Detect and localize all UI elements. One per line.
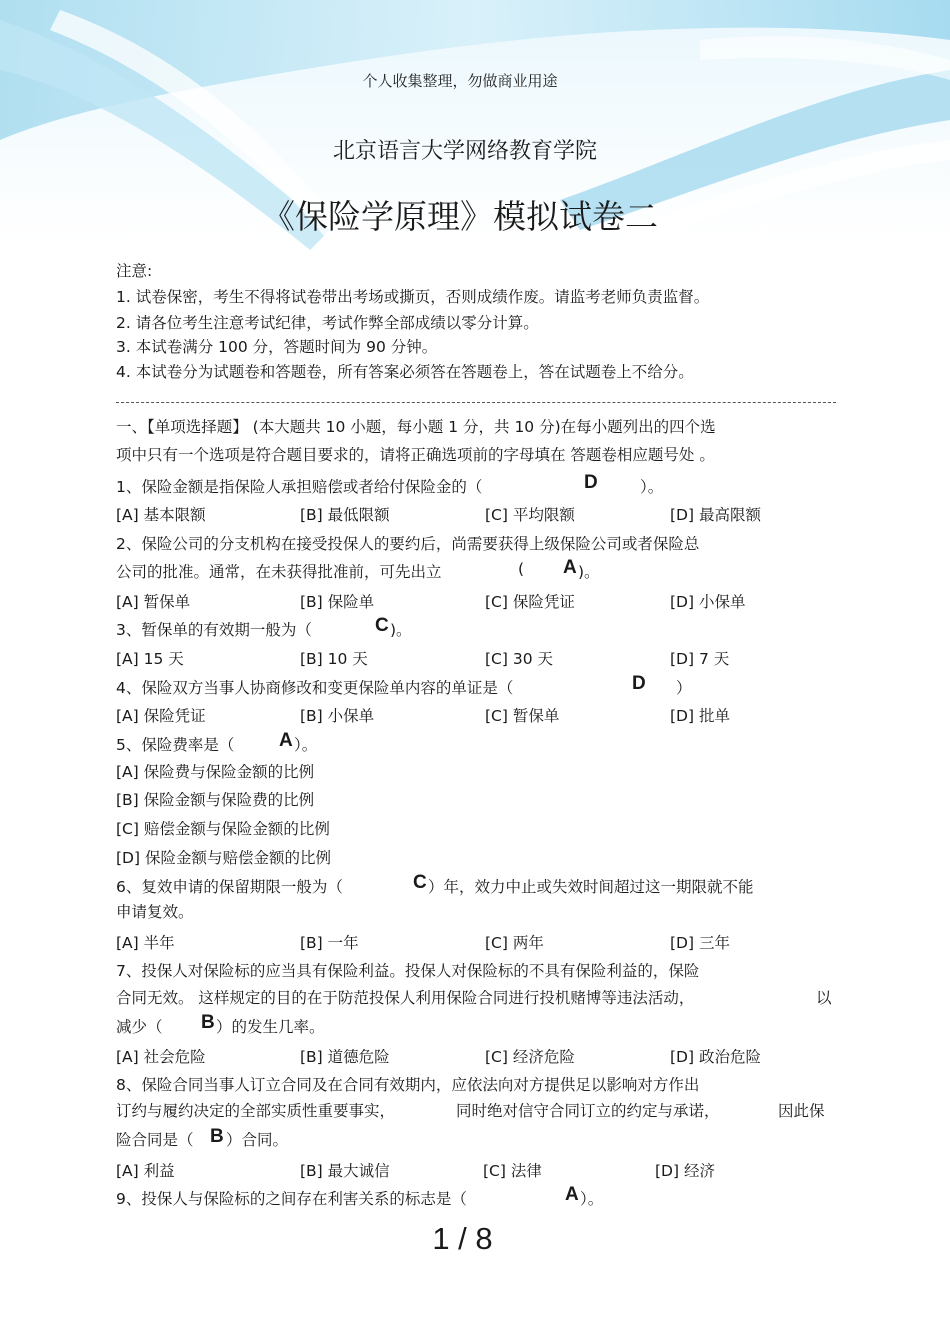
option-c: [C] 法律 [483,1162,542,1180]
section-instruction: 项中只有一个选项是符合题目要求的，请将正确选项前的字母填在 答题卷相应题号处 。 [116,446,715,464]
question-stem: 5、保险费率是（ [116,736,235,754]
option-c: [C] 30 天 [485,650,553,668]
option-a: [A] 半年 [116,934,175,952]
question-stem: 申请复效。 [116,903,194,921]
question-stem-end: ）。 [580,1190,604,1208]
exam-title: 《保险学原理》模拟试卷二 [262,197,658,236]
question-stem-end: ） [676,679,692,697]
answer-letter: D [632,673,646,694]
question-stem: 2、保险公司的分支机构在接受投保人的要约后，尚需要获得上级保险公司或者保险总 [116,535,700,553]
notice-item: 2. 请各位考生注意考试纪律，考试作弊全部成绩以零分计算。 [116,314,539,332]
option-c: [C] 两年 [485,934,544,952]
option-a: [A] 15 天 [116,650,184,668]
question-stem: 公司的批准。通常，在未获得批准前，可先出立 [116,563,442,581]
answer-letter: C [413,872,427,893]
option-b: [B] 最低限额 [300,506,390,524]
question-stem: 9、投保人与保险标的之间存在利害关系的标志是（ [116,1190,467,1208]
option-d: [D] 最高限额 [670,506,761,524]
answer-letter: B [210,1126,224,1147]
answer-letter: A [563,557,577,578]
option-d: [D] 经济 [655,1162,715,1180]
option-c: [C] 赔偿金额与保险金额的比例 [116,820,330,838]
question-stem-end: ）合同。 [226,1131,289,1149]
notice-item: 3. 本试卷满分 100 分，答题时间为 90 分钟。 [116,338,438,356]
option-d: [D] 保险金额与赔偿金额的比例 [116,849,331,867]
option-b: [B] 保险金额与保险费的比例 [116,791,315,809]
option-a: [A] 暂保单 [116,593,191,611]
question-stem: 订约与履约决定的全部实质性重要事实， [116,1102,396,1120]
question-stem-end: )。 [578,563,600,581]
question-stem-end: ）。 [294,736,318,754]
answer-letter: A [565,1184,579,1205]
option-c: [C] 经济危险 [485,1048,575,1066]
question-stem: 6、复效申请的保留期限一般为（ [116,878,343,896]
question-stem: 合同无效。 这样规定的目的在于防范投保人利用保险合同进行投机赌博等违法活动， [116,989,695,1007]
answer-letter: D [584,472,598,493]
question-stem: 4、保险双方当事人协商修改和变更保险单内容的单证是（ [116,679,514,697]
option-a: [A] 利益 [116,1162,175,1180]
option-d: [D] 7 天 [670,650,730,668]
notice-label: 注意: [116,262,153,280]
option-a: [A] 保险费与保险金额的比例 [116,763,315,781]
option-c: [C] 暂保单 [485,707,560,725]
question-stem: 7、投保人对保险标的应当具有保险利益。投保人对保险标的不具有保险利益的，保险 [116,962,700,980]
question-stem: 8、保险合同当事人订立合同及在合同有效期内，应依法向对方提供足以影响对方作出 [116,1076,700,1094]
question-stem: 3、暂保单的有效期一般为（ [116,621,312,639]
option-b: [B] 最大诚信 [300,1162,390,1180]
question-stem-end: )。 [390,621,412,639]
question-stem-end: ）。 [640,478,664,496]
option-d: [D] 政治危险 [670,1048,761,1066]
option-b: [B] 保险单 [300,593,375,611]
option-b: [B] 小保单 [300,707,375,725]
option-b: [B] 道德危险 [300,1048,390,1066]
school-name: 北京语言大学网络教育学院 [332,139,597,164]
option-d: [D] 小保单 [670,593,746,611]
section-heading: 一、【单项选择题】 (本大题共 10 小题，每小题 1 分，共 10 分)在每小题列出的四个选 [116,418,716,436]
notice-item: 1. 试卷保密，考生不得将试卷带出考场或撕页，否则成绩作废。请监考老师负责监督。 [116,288,710,306]
option-a: [A] 社会危险 [116,1048,206,1066]
option-d: [D] 三年 [670,934,730,952]
question-stem: 同时绝对信守合同订立的约定与承诺， [456,1102,720,1120]
page-number: 1 / 8 [432,1221,493,1256]
option-c: [C] 保险凭证 [485,593,575,611]
dashed-divider [116,402,836,403]
option-b: [B] 一年 [300,934,359,952]
option-a: [A] 保险凭证 [116,707,206,725]
option-d: [D] 批单 [670,707,730,725]
question-stem: 1、保险金额是指保险人承担赔偿或者给付保险金的（ [116,478,483,496]
answer-paren: ( [518,560,525,578]
option-a: [A] 基本限额 [116,506,206,524]
notice-item: 4. 本试卷分为试题卷和答题卷，所有答案必须答在答题卷上，答在试题卷上不给分。 [116,363,694,381]
question-stem: 以 [816,989,832,1007]
answer-letter: B [201,1012,215,1033]
question-stem: 因此保 [778,1102,825,1120]
answer-letter: A [279,730,293,751]
question-stem-end: ）年，效力中止或失效时间超过这一期限就不能 [428,878,754,896]
option-c: [C] 平均限额 [485,506,575,524]
answer-letter: C [375,615,389,636]
question-stem: 减少（ [116,1018,163,1036]
question-stem: 险合同是（ [116,1131,194,1149]
question-stem-end: ）的发生几率。 [216,1018,325,1036]
header-note: 个人收集整理，勿做商业用途 [362,72,558,90]
option-b: [B] 10 天 [300,650,368,668]
